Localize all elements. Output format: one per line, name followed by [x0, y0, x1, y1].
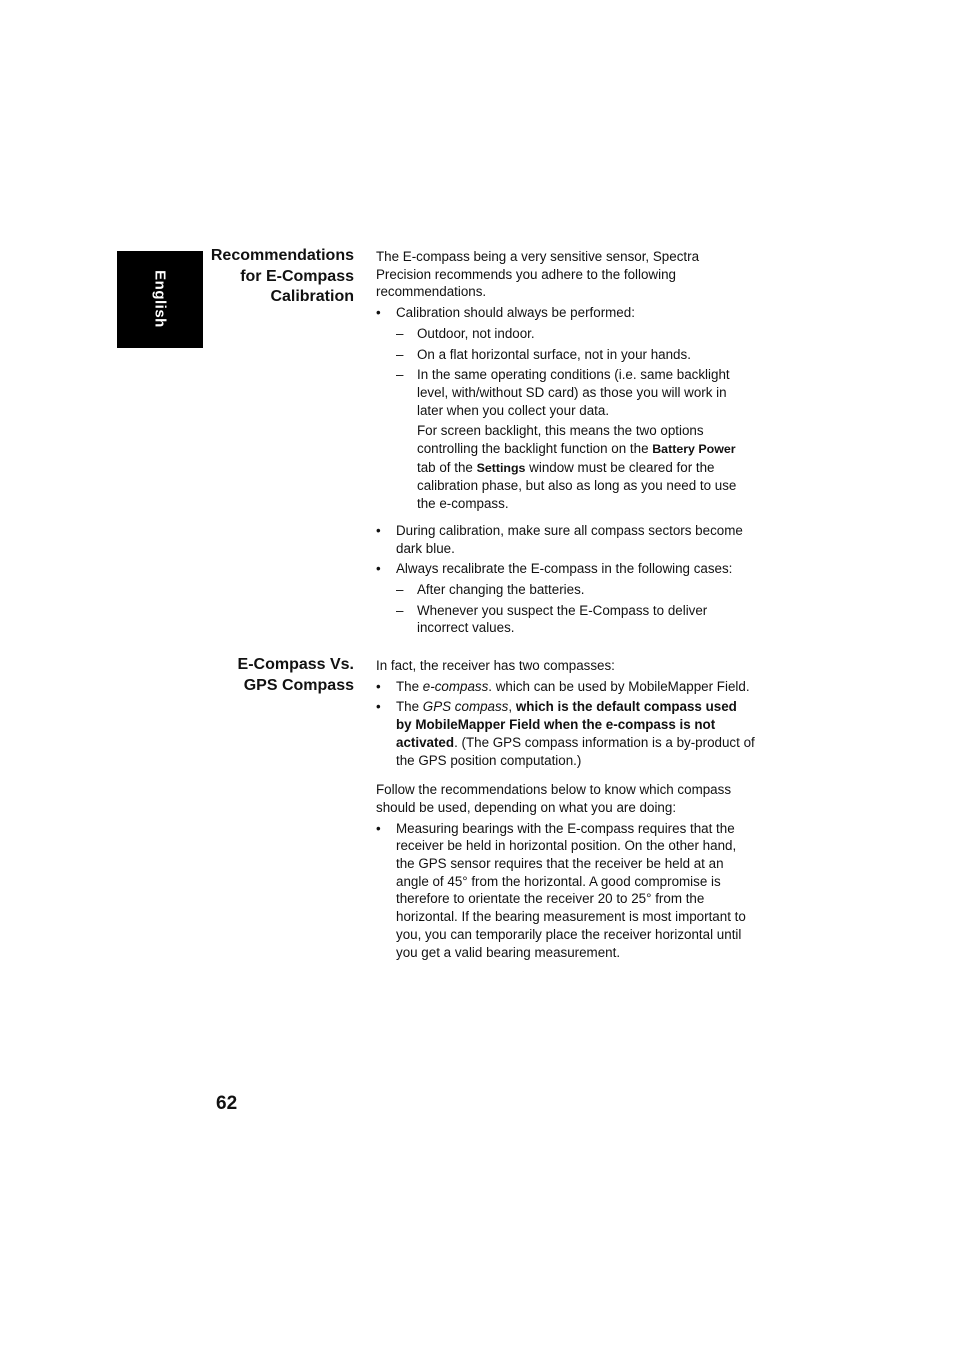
compass-intro: In fact, the receiver has two compasses: [376, 658, 615, 673]
calibration-backlight-note [376, 422, 756, 513]
page-number: 62 [216, 1093, 238, 1114]
compass-body [376, 657, 756, 961]
calibration-intro: The E-compass being a very sensitive sensor, Spectra Precision recommends you adhere to the following recommendations. [376, 249, 700, 300]
calibration-dash-4: – After changing the batteries. [376, 581, 756, 599]
ecompass-text-a: The [396, 678, 423, 694]
calibration-bullet-2: • During calibration, make sure all compass sectors become dark blue. [376, 522, 756, 557]
compass-heading-line-1: E-Compass Vs. [237, 656, 354, 673]
calibration-list [376, 304, 756, 637]
calibration-bullet-3: • Always recalibrate the E-compass in the following cases: [376, 560, 756, 578]
gps-text-c: . (The GPS compass information is a by-product of the GPS position computation.) [396, 734, 755, 768]
compass-bullet-bearings: • Measuring bearings with the E-compass requires that the receiver be held in horizontal position. On the other hand, the GPS sensor requires that the receiver be held at an angle of 45° from the horizontal. A good compromise is therefore to orientate the receiver 20 to 25° from the horizontal. If the bearing measurement is most important to you, you can temporarily place the receiver horizontal until you get a valid bearing measurement. [376, 820, 756, 962]
compass-heading [204, 655, 354, 696]
compass-bullet-gps [376, 698, 756, 769]
gps-text-b: , [508, 699, 516, 715]
compass-follow-text: Follow the recommendations below to know which compass should be used, depending on what you are doing: [376, 782, 732, 815]
compass-recommendations-list [376, 820, 756, 962]
compass-heading-line-2: GPS Compass [243, 676, 354, 694]
calibration-dash-5: – Whenever you suspect the E-Compass to deliver incorrect values. [376, 602, 756, 637]
calibration-heading-line-1: Recommendations [210, 247, 354, 264]
calibration-body [376, 248, 756, 637]
calibration-dash-3: – In the same operating conditions (i.e. same backlight level, with/without SD card) as those you will work in later when you collect your data. [376, 366, 756, 419]
gps-default-note: which is the default compass used by MobileMapper Field when the e-compass is not activated [396, 699, 737, 750]
calibration-bullet-1: • Calibration should always be performed: [376, 304, 756, 322]
language-tab-label: English [151, 270, 169, 328]
compass-list [376, 678, 756, 770]
calibration-dash-2: – On a flat horizontal surface, not in your hands. [376, 346, 756, 364]
compass-bullet-ecompass [376, 678, 756, 696]
note-text-b: tab of the [417, 459, 477, 475]
gps-term: GPS compass [422, 699, 509, 715]
note-text-c: window must be cleared for the calibration phase, but also as long as you need to use the e-compass. [417, 459, 737, 512]
calibration-heading-line-2: for E-Compass [240, 267, 354, 285]
calibration-heading-line-3: Calibration [270, 288, 354, 305]
battery-power-keyword: Battery Power [652, 442, 736, 457]
ecompass-term: e-compass [422, 678, 489, 694]
calibration-heading [204, 246, 354, 308]
gps-text-a: The [396, 699, 423, 715]
ecompass-text-b: . which can be used by MobileMapper Field. [488, 678, 750, 694]
calibration-dash-1: – Outdoor, not indoor. [376, 325, 756, 343]
note-text-a: For screen backlight, this means the two options controlling the backlight function on the [417, 423, 704, 457]
settings-keyword: Settings [476, 460, 526, 475]
